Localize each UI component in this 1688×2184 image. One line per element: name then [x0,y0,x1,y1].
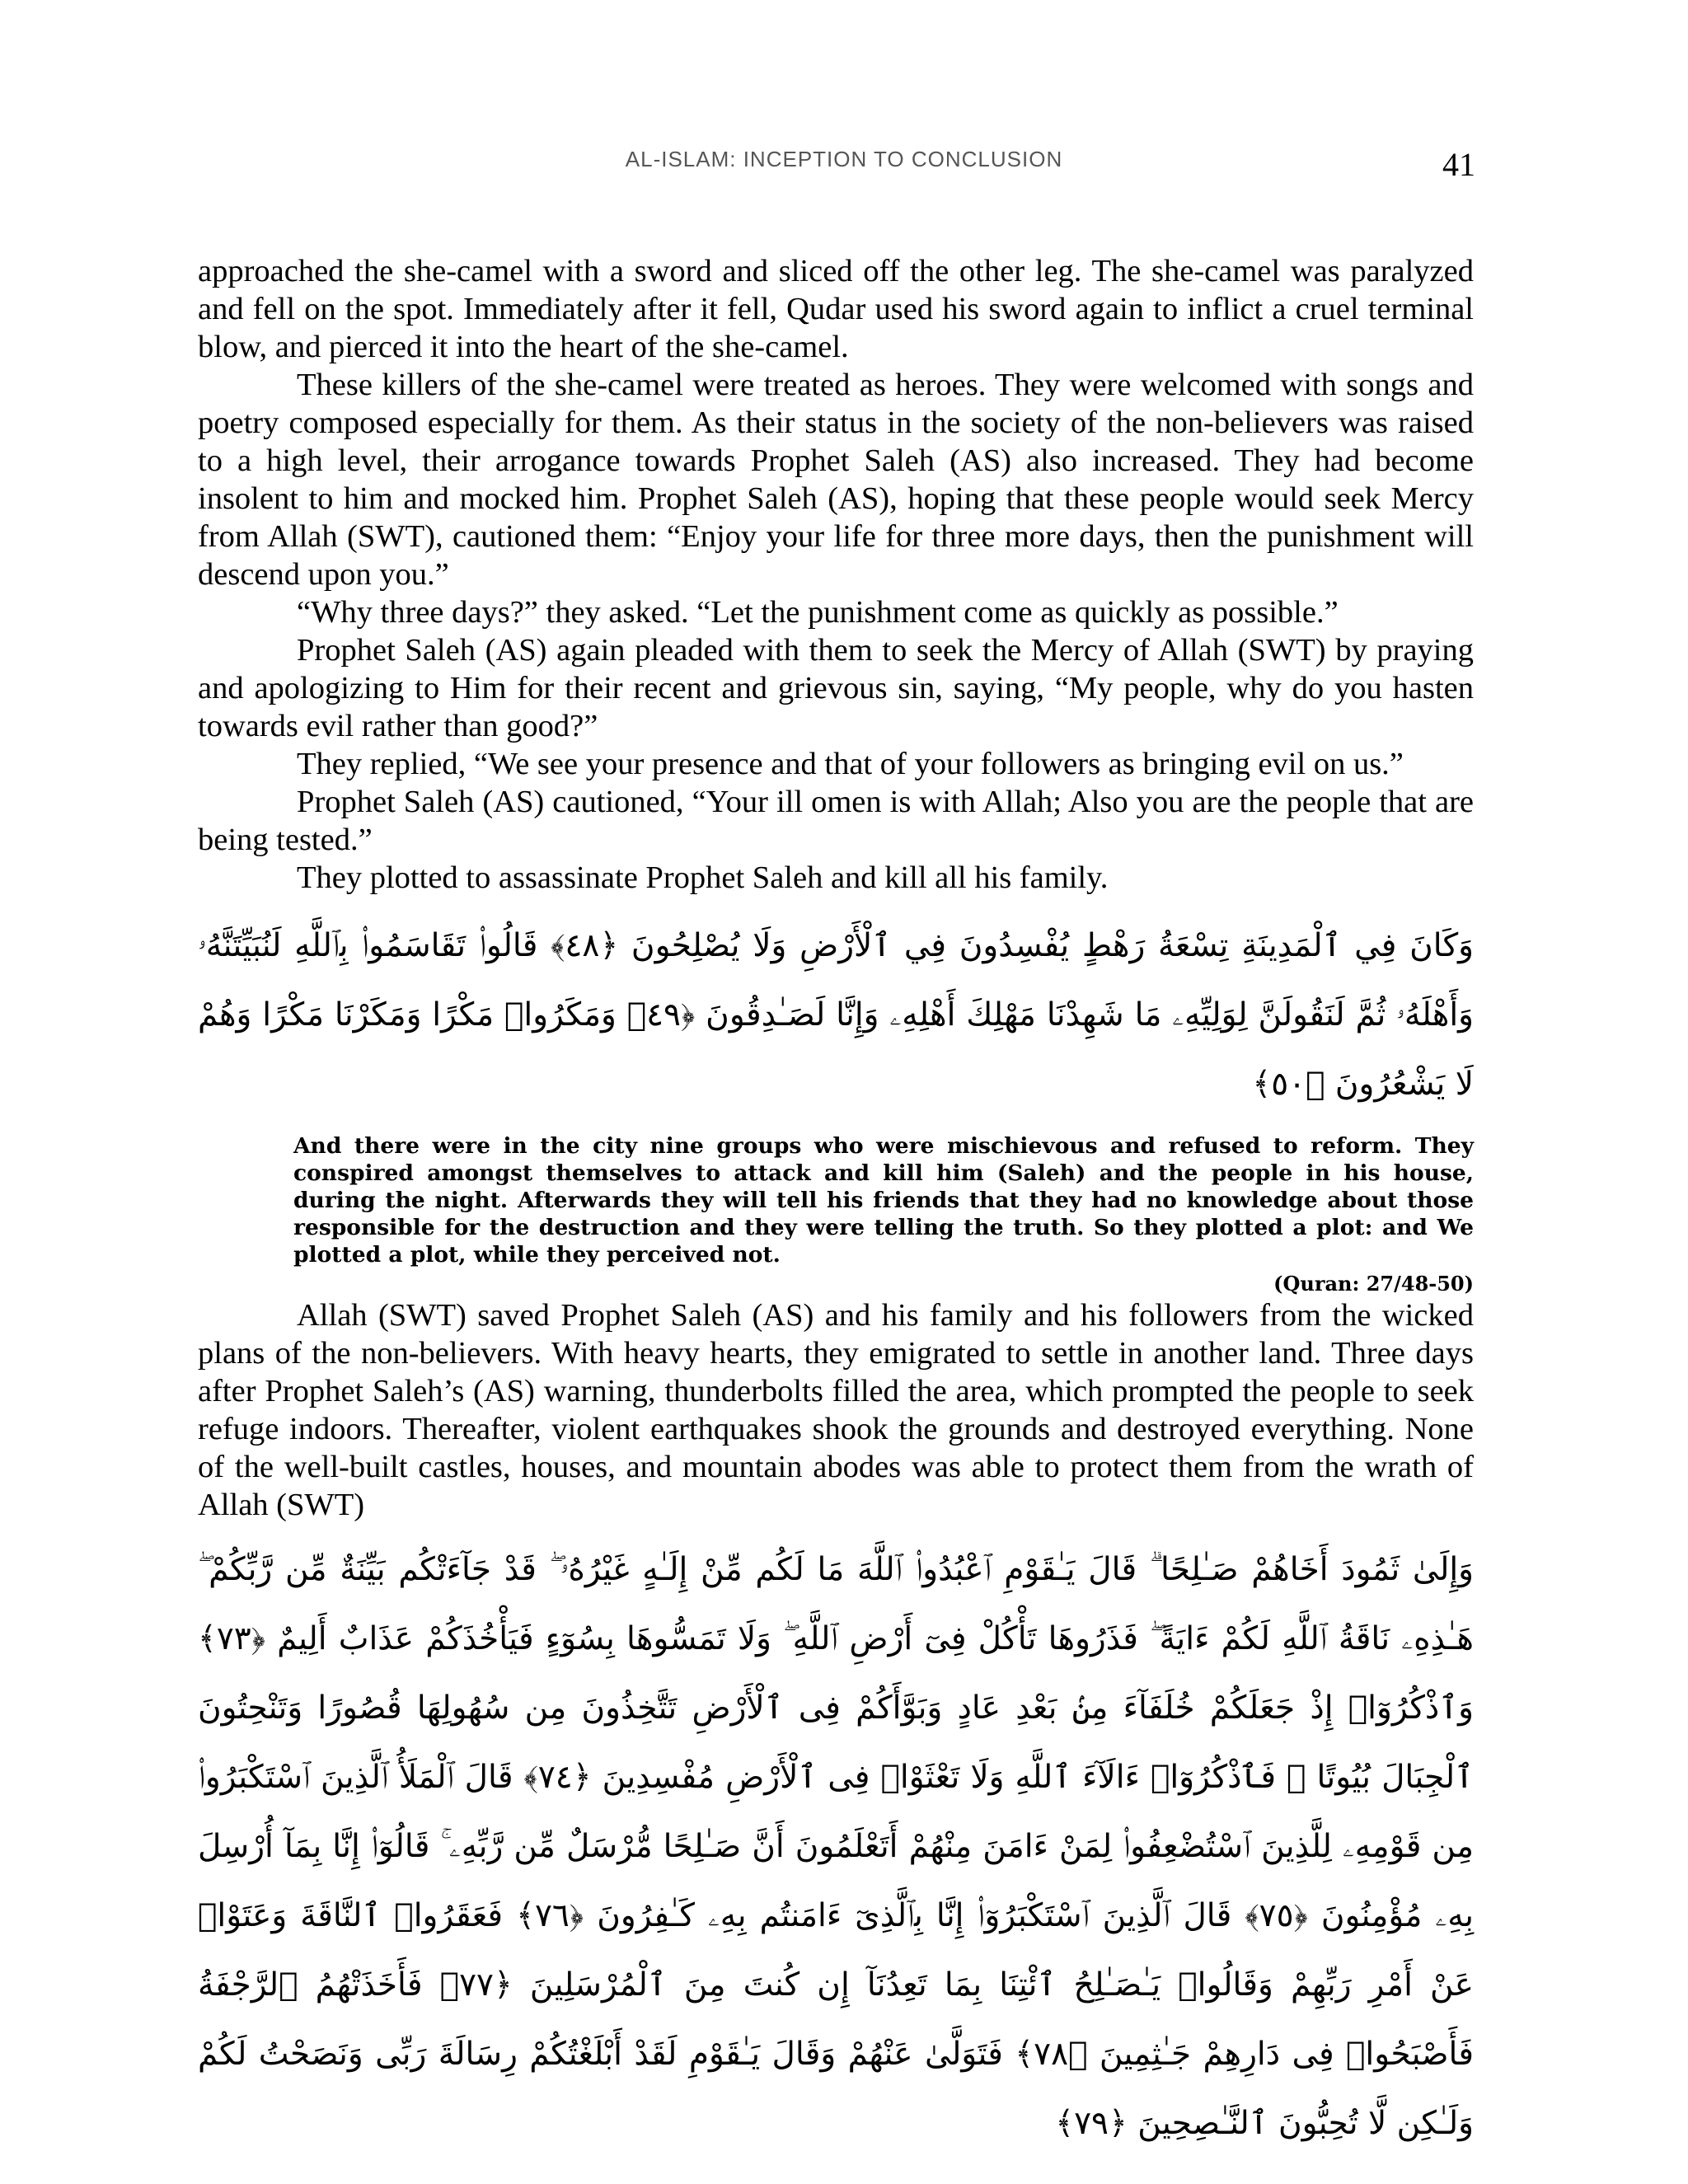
page-number: 41 [1442,146,1475,183]
arabic-verse: وَإِلَىٰ ثَمُودَ أَخَاهُمْ صَـٰلِحًا ۗ قَالَ يَـٰقَوْمِ ٱعْبُدُوا۟ ٱللَّهَ مَا لَكُم مِّنْ إِلَـٰهٍ غَيْرُهُۥ ۖ قَدْ جَآءَتْكُم بَيِّنَةٌ مِّن رَّبِّكُمْ ۖ هَـٰذِهِۦ نَاقَةُ ٱللَّهِ لَكُمْ ءَايَةً ۖ فَذَرُوهَا تَأْكُلْ فِىٓ أَرْضِ ٱللَّهِ ۖ وَلَا تَمَسُّوهَا بِسُوٓءٍ فَيَأْخُذَكُمْ عَذَابٌ أَلِيمٌ ﴿٧٣﴾ وَٱذْكُرُوٓا۟ إِذْ جَعَلَكُمْ خُلَفَآءَ مِنۢ بَعْدِ عَادٍ وَبَوَّأَكُمْ فِى ٱلْأَرْضِ تَتَّخِذُونَ مِن سُهُولِهَا قُصُورًا وَتَنْحِتُونَ ٱلْجِبَالَ بُيُوتًا ۖ فَٱذْكُرُوٓا۟ ءَالَآءَ ٱللَّهِ وَلَا تَعْثَوْا۟ فِى ٱلْأَرْضِ مُفْسِدِينَ ﴿٧٤﴾ قَالَ ٱلْمَلَأُ ٱلَّذِينَ ٱسْتَكْبَرُوا۟ مِن قَوْمِهِۦ لِلَّذِينَ ٱسْتُضْعِفُوا۟ لِمَنْ ءَامَنَ مِنْهُمْ أَتَعْلَمُونَ أَنَّ صَـٰلِحًا مُّرْسَلٌ مِّن رَّبِّهِۦ ۚ قَالُوٓا۟ إِنَّا بِمَآ أُرْسِلَ بِهِۦ مُؤْمِنُونَ ﴿٧٥﴾ قَالَ ٱلَّذِينَ ٱسْتَكْبَرُوٓا۟ إِنَّا بِٱلَّذِىٓ ءَامَنتُم بِهِۦ كَـٰفِرُونَ ﴿٧٦﴾ فَعَقَرُوا۟ ٱلنَّاقَةَ وَعَتَوْا۟ عَنْ أَمْرِ رَبِّهِمْ وَقَالُوا۟ يَـٰصَـٰلِحُ ٱئْتِنَا بِمَا تَعِدُنَآ إِن كُنتَ مِنَ ٱلْمُرْسَلِينَ ﴿٧٧﴾ فَأَخَذَتْهُمُ ٱلرَّجْفَةُ فَأَصْبَحُوا۟ فِى دَارِهِمْ جَـٰثِمِينَ ﴿٧٨﴾ فَتَوَلَّىٰ عَنْهُمْ وَقَالَ يَـٰقَوْمِ لَقَدْ أَبْلَغْتُكُمْ رِسَالَةَ رَبِّى وَنَصَحْتُ لَكُمْ وَلَـٰكِن لَّا تُحِبُّونَ ٱلنَّـٰصِحِينَ ﴿٧٩﴾ [198,1551,1475,2142]
body-text [198,252,1474,2158]
paragraph: Prophet Saleh (AS) again pleaded with them to seek the Mercy of Allah (SWT) by praying and apologizing to Him for their recent and grievous sin, saying, “My people, why do you hasten towards evil rather than good?” [198,633,1474,743]
paragraph: They replied, “We see your presence and that of your followers as bringing evil on us.” [297,747,1404,781]
running-header: AL-ISLAM: INCEPTION TO CONCLUSION [625,147,1063,171]
paragraph: approached the she-camel with a sword and sliced off the other leg. The she-camel was paralyzed and fell on the spot. Immediately after it fell, Qudar used his sword again to inflict a cruel terminal blow, and pierced it into the heart of the she-camel. [198,254,1474,364]
paragraph: Allah (SWT) saved Prophet Saleh (AS) and his family and his followers from the wicked plans of the non-believers. With heavy hearts, they emigrated to settle in another land. Three days after Prophet Saleh’s (AS) warning, thunderbolts filled the area, which prompted the people to seek refuge indoors. Thereafter, violent earthquakes shook the grounds and destroyed everything. None of the well-built castles, houses, and mountain abodes was able to protect them from the wrath of Allah (SWT) [198,1298,1474,1522]
paragraph: These killers of the she-camel were treated as heroes. They were welcomed with songs and poetry composed especially for them. As their status in the society of the non-believers was raised to a high level, their arrogance towards Prophet Saleh (AS) also increased. They had become insolent to him and mocked him. Prophet Saleh (AS), hoping that these people would seek Mercy from Allah (SWT), cautioned them: “Enjoy your life for three more days, then the punishment will descend upon you.” [198,368,1474,592]
paragraph: They plotted to assassinate Prophet Saleh and kill all his family. [297,860,1109,895]
arabic-verse: وَكَانَ فِي ٱلْمَدِينَةِ تِسْعَةُ رَهْطٍ يُفْسِدُونَ فِي ٱلْأَرْضِ وَلَا يُصْلِحُونَ ﴿٤٨﴾ قَالُوا۟ تَقَاسَمُوا۟ بِٱللَّهِ لَنُبَيِّتَنَّهُۥ وَأَهْلَهُۥ ثُمَّ لَنَقُولَنَّ لِوَلِيِّهِۦ مَا شَهِدْنَا مَهْلِكَ أَهْلِهِۦ وَإِنَّا لَصَـٰدِقُونَ ﴿٤٩﴾ وَمَكَرُوا۟ مَكْرًا وَمَكَرْنَا مَكْرًا وَهُمْ لَا يَشْعُرُونَ ﴿٥٠﴾ [198,927,1475,1103]
verse-translation: And there were in the city nine groups who were mischievous and refused to reform. They conspired amongst themselves to attack and kill him (Saleh) and the people in his house, during the night. Afterwards they will tell his friends that they had no knowledge about those responsible for the destruction and they were telling the truth. So they plotted a plot: and We plotted a plot, while they perceived not. [293,1133,1474,1268]
verse-citation: (Quran: 27/48-50) [1273,1272,1474,1296]
paragraph: Prophet Saleh (AS) cautioned, “Your ill omen is with Allah; Also you are the people that are being tested.” [198,785,1474,857]
paragraph: “Why three days?” they asked. “Let the punishment come as quickly as possible.” [297,595,1339,630]
